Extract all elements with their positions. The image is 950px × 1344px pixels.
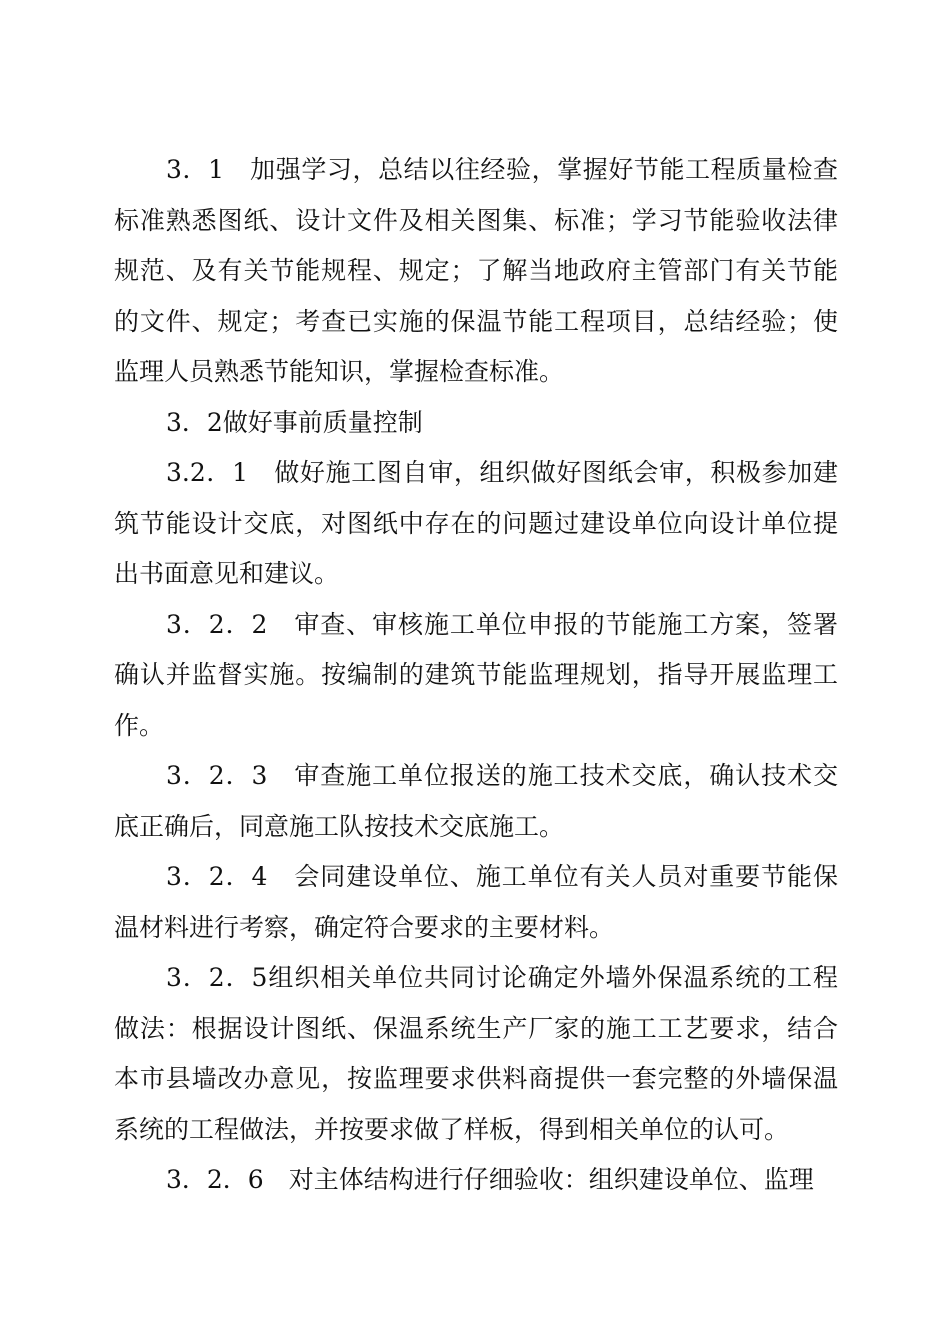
paragraph-3-2-2: 3．2．2 审查、审核施工单位申报的节能施工方案，签署确认并监督实施。按编制的建筑节能监理规划，指导开展监理工作。 — [114, 609, 838, 740]
paragraph-3-2-4: 3．2．4 会同建设单位、施工单位有关人员对重要节能保温材料进行考察，确定符合要求的主要材料。 — [114, 862, 838, 942]
paragraph-3-2-5: 3．2．5组织相关单位共同讨论确定外墙外保温系统的工程做法：根据设计图纸、保温系统生产厂家的施工工艺要求，结合本市县墙改办意见，按监理要求供料商提供一套完整的外墙保温系统的工程做法，并按要求做了样板，得到相关单位的认可。 — [114, 963, 838, 1144]
document-body — [114, 145, 838, 1206]
paragraph-3-2-3: 3．2．3 审查施工单位报送的施工技术交底，确认技术交底正确后，同意施工队按技术交底施工。 — [114, 761, 838, 841]
paragraph-3-2-heading: 3．2做好事前质量控制 — [166, 407, 423, 437]
paragraph-3-2-6: 3．2．6 对主体结构进行仔细验收：组织建设单位、监理 — [166, 1165, 814, 1194]
paragraph-3-1: 3．1 加强学习，总结以往经验，掌握好节能工程质量检查标准熟悉图纸、设计文件及相关图集、标准；学习节能验收法律规范、及有关节能规程、规定；了解当地政府主管部门有关节能的文件、规定；考查已实施的保温节能工程项目，总结经验；使监理人员熟悉节能知识，掌握检查标准。 — [114, 155, 838, 386]
paragraph-3-2-1: 3.2．1 做好施工图自审，组织做好图纸会审，积极参加建筑节能设计交底，对图纸中存在的问题过建设单位向设计单位提出书面意见和建议。 — [114, 458, 838, 588]
